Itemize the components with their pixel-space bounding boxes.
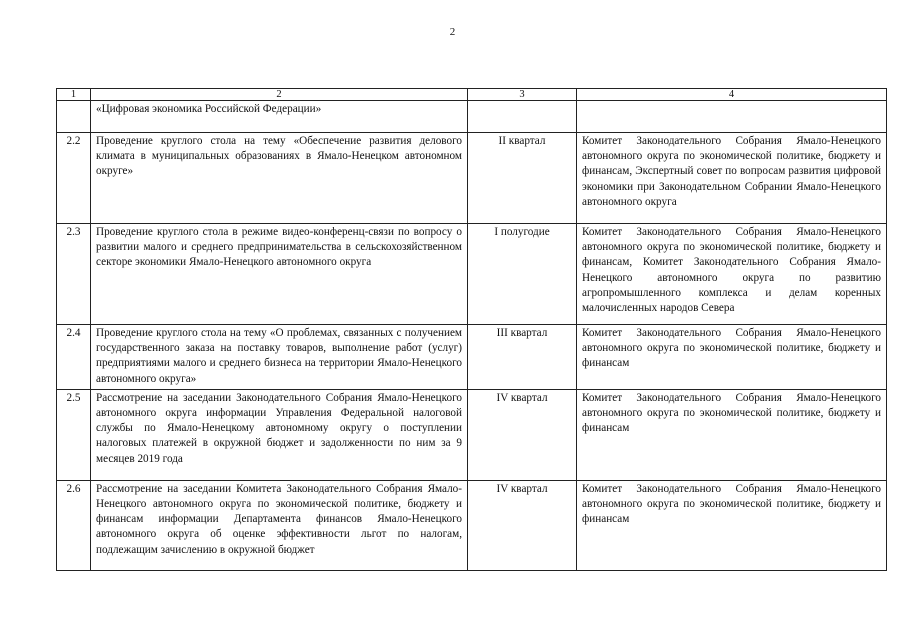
cell-period — [468, 101, 577, 133]
cell-period: IV квартал — [468, 480, 577, 570]
header-col-4: 4 — [577, 89, 887, 101]
cell-period: I полугодие — [468, 224, 577, 325]
plan-table — [56, 88, 887, 571]
header-col-2: 2 — [91, 89, 468, 101]
cell-num: 2.4 — [57, 325, 91, 390]
table-header-row — [57, 89, 887, 101]
table-row — [57, 224, 887, 325]
table-row-continuation — [57, 101, 887, 133]
page-number: 2 — [449, 26, 456, 38]
cell-num: 2.3 — [57, 224, 91, 325]
header-col-3: 3 — [468, 89, 577, 101]
cell-responsible — [577, 101, 887, 133]
cell-num: 2.6 — [57, 480, 91, 570]
cell-period: IV квартал — [468, 389, 577, 480]
table-row — [57, 480, 887, 570]
table-row — [57, 325, 887, 390]
cell-num: 2.5 — [57, 389, 91, 480]
cell-responsible: Комитет Законодательного Собрания Ямало-Ненецкого автономного округа по экономической политике, бюджету и финансам, Комитет Законодательного Собрания Ямало-Ненецкого автономного округа по развитию агропромышленного комплекса и делам коренных малочисленных народов Севера — [577, 224, 887, 325]
cell-event: Рассмотрение на заседании Законодательного Собрания Ямало-Ненецкого автономного округа информации Управления Федеральной налоговой службы по Ямало-Ненецкому автономному округу о поступлении налоговых платежей в окружной бюджет и задолженности по ним за 9 месяцев 2019 года — [91, 389, 468, 480]
cell-responsible: Комитет Законодательного Собрания Ямало-Ненецкого автономного округа по экономической политике, бюджету и финансам — [577, 480, 887, 570]
cell-num — [57, 101, 91, 133]
cell-event: Проведение круглого стола на тему «О проблемах, связанных с получением государственного заказа на поставку товаров, выполнение работ (услуг) предприятиями малого и среднего бизнеса на территории Ямало-Ненецкого автономного округа» — [91, 325, 468, 390]
cell-num: 2.2 — [57, 133, 91, 224]
cell-event: «Цифровая экономика Российской Федерации» — [91, 101, 468, 133]
cell-period: II квартал — [468, 133, 577, 224]
cell-event: Проведение круглого стола на тему «Обеспечение развития делового климата в муниципальных образованиях в Ямало-Ненецком автономном округе» — [91, 133, 468, 224]
cell-event: Проведение круглого стола в режиме видео-конференц-связи по вопросу о развитии малого и среднего предпринимательства в сельскохозяйственном секторе экономики Ямало-Ненецкого автономного округа — [91, 224, 468, 325]
cell-responsible: Комитет Законодательного Собрания Ямало-Ненецкого автономного округа по экономической политике, бюджету и финансам — [577, 389, 887, 480]
cell-responsible: Комитет Законодательного Собрания Ямало-Ненецкого автономного округа по экономической политике, бюджету и финансам, Экспертный совет по вопросам развития цифровой экономики при Законодательном Собрании Ямало-Ненецкого автономного округа — [577, 133, 887, 224]
cell-event: Рассмотрение на заседании Комитета Законодательного Собрания Ямало-Ненецкого автономного округа по экономической политике, бюджету и финансам информации Департамента финансов Ямало-Ненецкого автономного округа об оценке эффективности льгот по налогам, подлежащим зачислению в окружной бюджет — [91, 480, 468, 570]
cell-responsible: Комитет Законодательного Собрания Ямало-Ненецкого автономного округа по экономической политике, бюджету и финансам — [577, 325, 887, 390]
table-row — [57, 389, 887, 480]
cell-period: III квартал — [468, 325, 577, 390]
table-row — [57, 133, 887, 224]
header-col-1: 1 — [57, 89, 91, 101]
